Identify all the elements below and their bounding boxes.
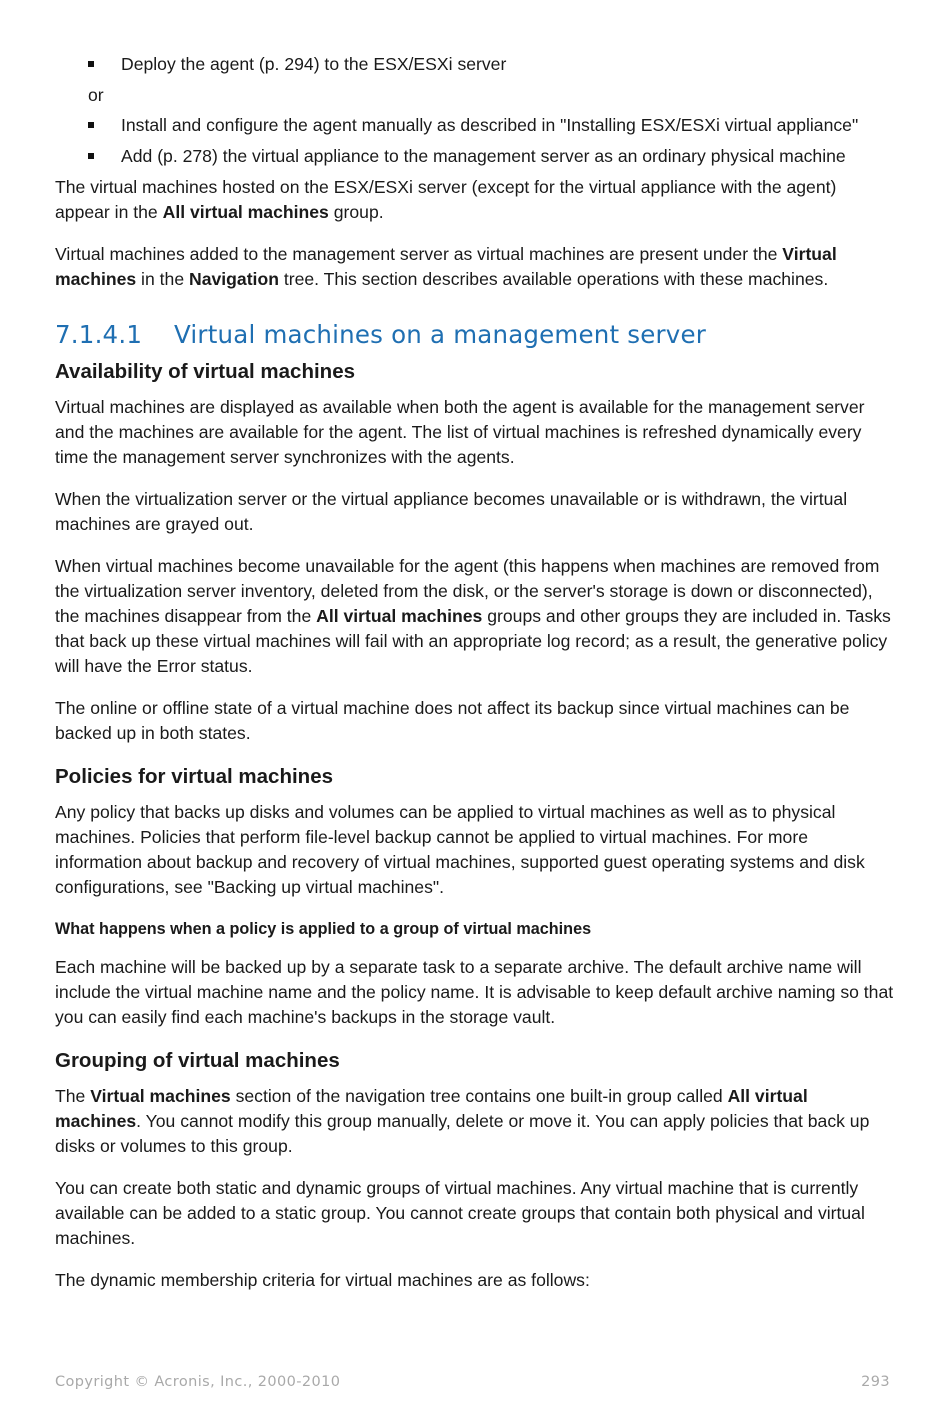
bullet-text: Add (p. 278) the virtual appliance to the management server as an ordinary physical machine	[121, 146, 846, 166]
square-bullet-icon	[88, 153, 94, 159]
connector-text: or	[88, 85, 104, 105]
ui-term: All virtual machines	[55, 1086, 808, 1131]
body-paragraph: The dynamic membership criteria for virtual machines are as follows:	[55, 1270, 590, 1290]
body-paragraph: Each machine will be backed up by a separate task to a separate archive. The default archive name will include the virtual machine name and the policy name. It is advisable to keep default archive naming so that you can easily find each machine's backups in the storage vault.	[55, 957, 894, 1027]
body-paragraph: The Virtual machines section of the navigation tree contains one built-in group called All virtual machines. You cannot modify this group manually, delete or move it. You can apply policies that back up disks or volumes to this group.	[55, 1086, 870, 1156]
body-paragraph: When the virtualization server or the virtual appliance becomes unavailable or is withdrawn, the virtual machines are grayed out.	[55, 489, 848, 534]
section-number: 7.1.4.1	[55, 320, 143, 349]
square-bullet-icon	[88, 61, 94, 67]
copyright-text: Copyright © Acronis, Inc., 2000-2010	[55, 1374, 341, 1390]
subheading-policies: Policies for virtual machines	[55, 765, 333, 788]
bullet-text: Deploy the agent (p. 294) to the ESX/ESXi server	[121, 54, 507, 74]
subheading-grouping: Grouping of virtual machines	[55, 1049, 340, 1072]
body-paragraph: The online or offline state of a virtual machine does not affect its backup since virtual machines can be backed up in both states.	[55, 698, 850, 743]
document-page	[55, 52, 895, 1310]
section-title: Virtual machines on a management server	[174, 320, 707, 349]
ui-term: Virtual machines	[90, 1086, 231, 1106]
subheading-availability: Availability of virtual machines	[55, 360, 356, 383]
body-paragraph: When virtual machines become unavailable for the agent (this happens when machines are removed from the virtualization server inventory, deleted from the disk, or the server's storage is down or disconnected), the machines disappear from the All virtual machines groups and other groups they are included in. Tasks that back up these virtual machines will fail with an appropriate log record; as a result, the generative policy will have the Error status.	[55, 556, 891, 676]
minor-heading: What happens when a policy is applied to a group of virtual machines	[55, 920, 592, 938]
ui-term: Virtual machines	[55, 244, 837, 289]
square-bullet-icon	[88, 122, 94, 128]
ui-term: All virtual machines	[316, 606, 483, 626]
section-heading	[55, 320, 895, 350]
bullet-item	[55, 113, 895, 138]
body-paragraph: You can create both static and dynamic groups of virtual machines. Any virtual machine that is currently available can be added to a static group. You cannot create groups that contain both physical and virtual machines.	[55, 1178, 865, 1248]
bullet-item	[55, 52, 895, 77]
ui-term: Navigation	[189, 269, 279, 289]
body-paragraph: Any policy that backs up disks and volumes can be applied to virtual machines as well as to physical machines. Policies that perform file-level backup cannot be applied to virtual machines. For more information about backup and recovery of virtual machines, supported guest operating systems and disk configurations, see "Backing up virtual machines".	[55, 802, 865, 897]
body-paragraph: Virtual machines are displayed as available when both the agent is available for the management server and the machines are available for the agent. The list of virtual machines is refreshed dynamically every time the management server synchronizes with the agents.	[55, 397, 865, 467]
bullet-item	[55, 144, 895, 169]
intro-paragraph: Virtual machines added to the management server as virtual machines are present under the Virtual machines in the Navigation tree. This section describes available operations with these machines.	[55, 244, 837, 289]
page-footer	[55, 1374, 890, 1390]
ui-term: All virtual machines	[162, 202, 329, 222]
bullet-text: Install and configure the agent manually as described in "Installing ESX/ESXi virtual appliance"	[121, 115, 859, 135]
intro-paragraph: The virtual machines hosted on the ESX/ESXi server (except for the virtual appliance with the agent) appear in the All virtual machines group.	[55, 177, 837, 222]
page-number: 293	[861, 1374, 890, 1390]
